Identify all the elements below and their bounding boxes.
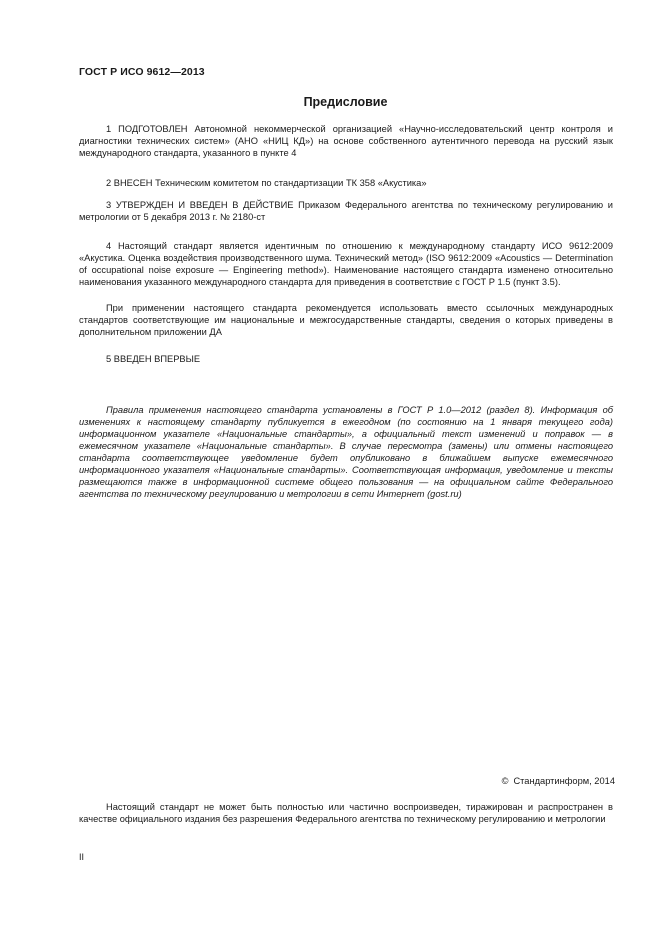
paragraph-first-introduced: 5 ВВЕДЕН ВПЕРВЫЕ [106, 354, 201, 364]
copyright-icon: © [501, 776, 509, 786]
paragraph-introduced-by: 2 ВНЕСЕН Техническим комитетом по стандартизации ТК 358 «Акустика» [106, 178, 427, 188]
standard-code-header: ГОСТ Р ИСО 9612—2013 [79, 66, 205, 78]
paragraph-approved: 3 УТВЕРЖДЕН И ВВЕДЕН В ДЕЙСТВИЕ Приказом Федерального агентства по техническому регулированию и метрологии от 5 декабря 2013 г. № 2180-ст [79, 200, 613, 222]
copyright-text: Стандартинформ, 2014 [513, 776, 615, 786]
paragraph-prepared-by: 1 ПОДГОТОВЛЕН Автономной некоммерческой организацией «Научно-исследовательский центр контроля и диагностики технических систем» (АНО «НИЦ КД») на основе собственного аутентичного перевода на русский язык международного стандарта, указанного в пункте 4 [79, 124, 613, 158]
page-number: II [79, 852, 85, 862]
copyright-line [502, 776, 615, 786]
reproduction-notice: Настоящий стандарт не может быть полностью или частично воспроизведен, тиражирован и распространен в качестве официального издания без разрешения Федерального агентства по техническому регулированию и метрологии [79, 802, 613, 824]
application-rules-note: Правила применения настоящего стандарта установлены в ГОСТ Р 1.0—2012 (раздел 8). Информация об изменениях к настоящему стандарту публикуется в ежегодном (по состоянию на 1 января текущего года) информационном указателе «Национальные стандарты», а официальный текст изменений и поправок — в ежемесячном указателе «Национальные стандарты». В случае пересмотра (замены) или отмены настоящего стандарта соответствующее уведомление будет опубликовано в ближайшем выпуске ежемесячного информационного указателя «Национальные стандарты». Соответствующая информация, уведомление и тексты размещаются также в информационной системе общего пользования — на официальном сайте Федерального агентства по техническому регулированию и метрологии в сети Интернет (gost.ru) [79, 405, 613, 499]
page-title: Предисловие [303, 95, 388, 109]
paragraph-identical-standard: 4 Настоящий стандарт является идентичным по отношению к международному стандарту ИСО 9612:2009 «Акустика. Оценка воздействия производственного шума. Технический метод» (ISO 9612:2009 «Acoustics — Determination of occupational noise exposure — Engineering method»). Наименование настоящего стандарта изменено относительно наименования указанного международного стандарта для приведения в соответствие с ГОСТ Р 1.5 (пункт 3.5). [79, 241, 613, 287]
paragraph-references-note: При применении настоящего стандарта рекомендуется использовать вместо ссылочных международных стандартов соответствующие им национальные и межгосударственные стандарты, сведения о которых приведены в дополнительном приложении ДА [79, 303, 613, 337]
